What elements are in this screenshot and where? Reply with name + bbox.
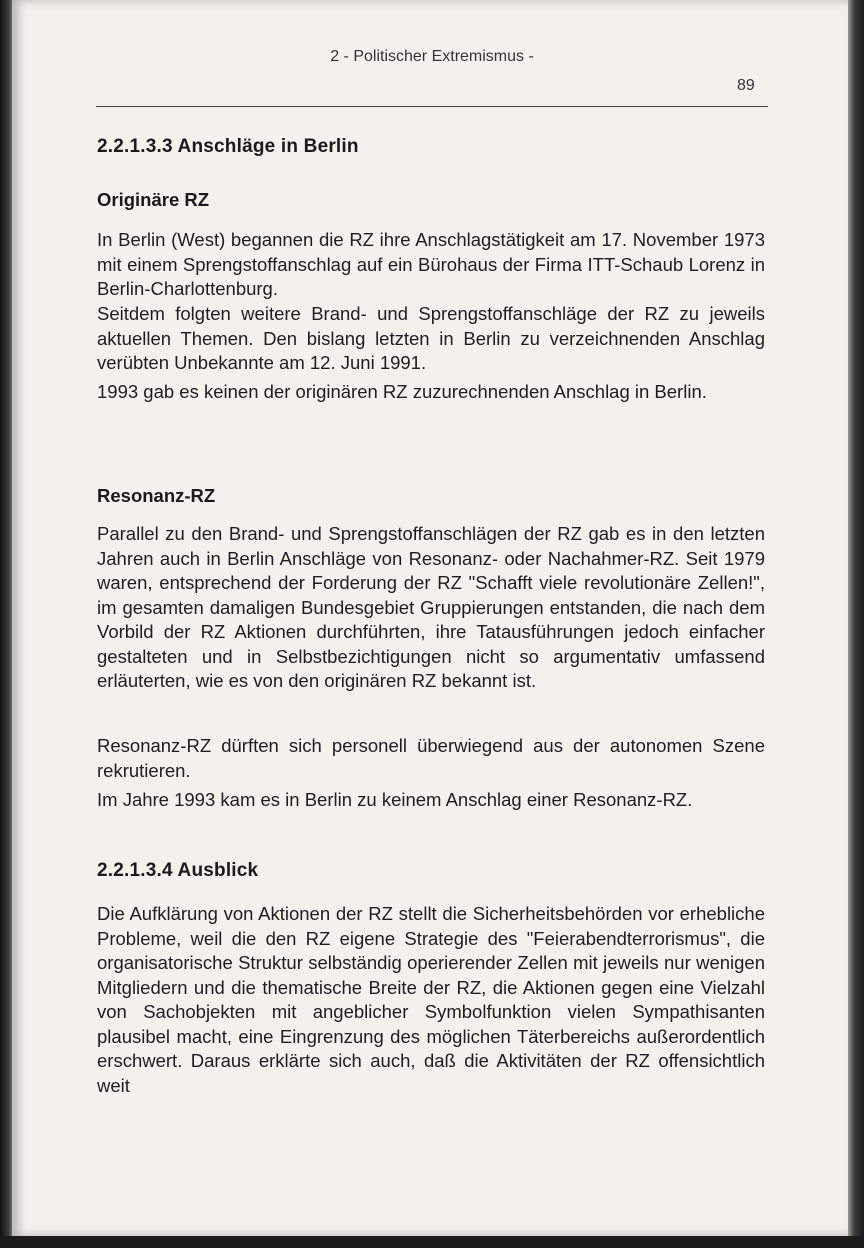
page-edge	[848, 0, 864, 1248]
paragraph: 1993 gab es keinen der originären RZ zuzurechnenden Anschlag in Berlin.	[97, 381, 707, 402]
paragraph: Resonanz-RZ dürften sich personell überwiegend aus der autonomen Szene rekrutieren.	[97, 735, 765, 781]
page-bottom-edge	[0, 1236, 864, 1248]
section-heading-anschlaege: 2.2.1.3.3 Anschläge in Berlin	[97, 136, 359, 157]
header-rule	[96, 106, 768, 107]
page-number: 89	[737, 77, 755, 94]
section-heading-ausblick: 2.2.1.3.4 Ausblick	[97, 860, 259, 881]
paragraph: Parallel zu den Brand- und Sprengstoffanschlägen der RZ gab es in den letzten Jahren auch in Berlin Anschläge von Resonanz- oder Nachahmer-RZ. Seit 1979 waren, entsprechend der Forderung der RZ "Schafft viele revolutionäre Zellen!", im gesamten damaligen Bundesgebiet Gruppierungen entstanden, die nach dem Vorbild der RZ Aktionen durchführten, ihre Tatausführungen jedoch einfacher gestalteten und in Selbstbezichtigungen nicht so argumentativ umfassend erläuterten, wie es von den originären RZ bekannt ist.	[97, 523, 765, 691]
paragraph: In Berlin (West) begannen die RZ ihre Anschlagstätigkeit am 17. November 1973 mit einem Sprengstoffanschlag auf ein Bürohaus der Firma ITT-Schaub Lorenz in Berlin-Charlottenburg.	[97, 229, 765, 299]
paragraph: Seitdem folgten weitere Brand- und Sprengstoffanschläge der RZ zu jeweils aktuellen Themen. Den bislang letzten in Berlin zu verzeichnenden Anschlag verübten Unbekannte am 12. Juni 1991.	[97, 303, 765, 373]
running-title: 2 - Politischer Extremismus -	[330, 48, 534, 65]
paragraph: Die Aufklärung von Aktionen der RZ stellt die Sicherheitsbehörden vor erhebliche Probleme, weil die den RZ eigene Strategie des "Feierabendterrorismus", die organisatorische Struktur selbständig operierender Zellen mit jeweils nur wenigen Mitgliedern und die thematische Breite der RZ, die Aktionen gegen eine Vielzahl von Sachobjekten mit angeblicher Symbolfunktion vielen Sympathisanten plausibel macht, eine Eingrenzung des möglichen Täterbereichs außerordentlich erschwert. Daraus erklärte sich auch, daß die Aktivitäten der RZ offensichtlich weit	[97, 903, 765, 1096]
subheading-originaere-rz: Originäre RZ	[97, 189, 210, 210]
subheading-resonanz-rz: Resonanz-RZ	[97, 485, 216, 506]
paragraph: Im Jahre 1993 kam es in Berlin zu keinem Anschlag einer Resonanz-RZ.	[97, 789, 693, 810]
